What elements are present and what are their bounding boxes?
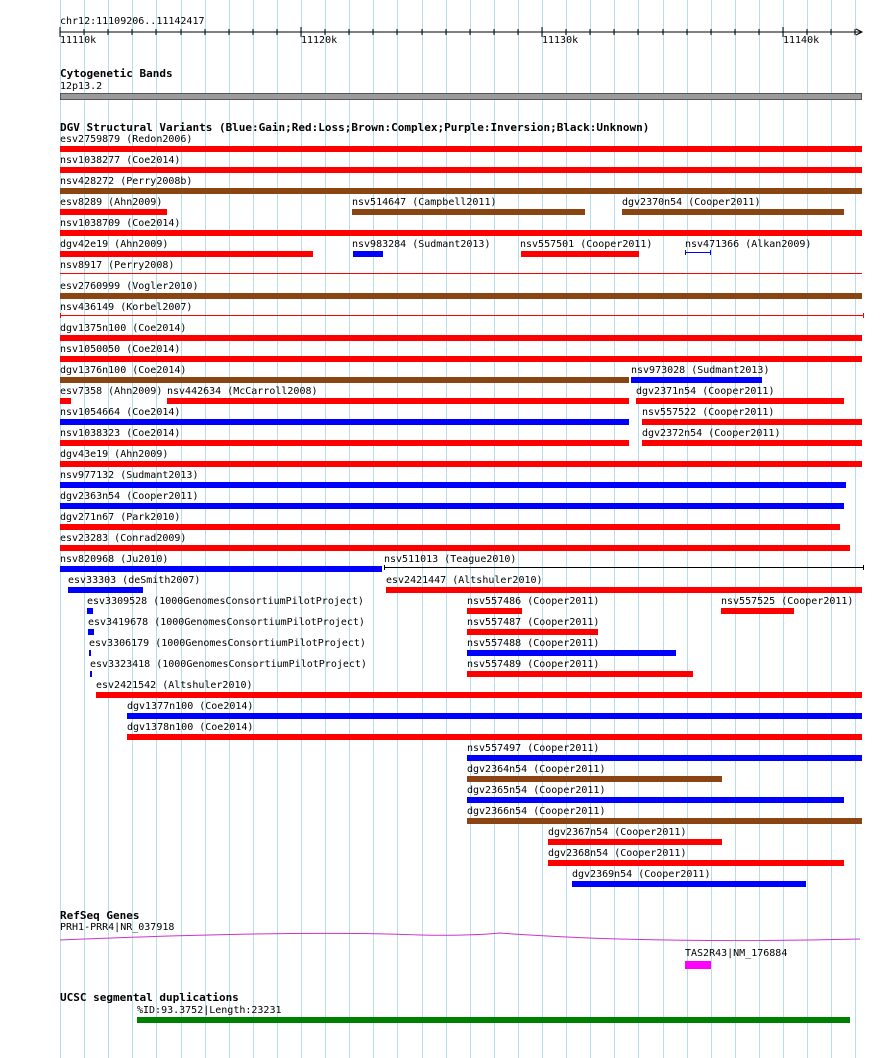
variant-bar-nsv557497[interactable]	[467, 755, 862, 761]
refseq-gene-prh1-prr4[interactable]	[0, 930, 890, 950]
variant-label-dgv1378n100[interactable]: dgv1378n100 (Coe2014)	[127, 722, 254, 733]
variant-label-nsv557501[interactable]: nsv557501 (Cooper2011)	[520, 239, 653, 250]
variant-label-dgv2369n54[interactable]: dgv2369n54 (Cooper2011)	[572, 869, 711, 880]
cytoband-bar[interactable]	[60, 93, 862, 100]
variant-bar-nsv1038323[interactable]	[60, 440, 629, 446]
variant-bar-esv3306179[interactable]	[89, 650, 91, 656]
variant-label-nsv1054664[interactable]: nsv1054664 (Coe2014)	[60, 407, 181, 418]
ruler-region-label: chr12:11109206..11142417	[60, 16, 205, 27]
variant-bar-esv2421542[interactable]	[96, 692, 862, 698]
variant-label-nsv557525[interactable]: nsv557525 (Cooper2011)	[721, 596, 854, 607]
variant-label-nsv1050050[interactable]: nsv1050050 (Coe2014)	[60, 344, 181, 355]
variant-bar-nsv557487[interactable]	[467, 629, 598, 635]
segdup-track-title: UCSC segmental duplications	[60, 991, 239, 1004]
variant-bar-dgv1376n100[interactable]	[60, 377, 629, 383]
variant-label-esv7358[interactable]: esv7358 (Ahn2009)	[60, 386, 163, 397]
variant-label-nsv442634[interactable]: nsv442634 (McCarroll2008)	[167, 386, 318, 397]
segdup-bar[interactable]	[137, 1017, 850, 1023]
variant-bar-nsv557522[interactable]	[642, 419, 862, 425]
refseq-gene-label[interactable]: TAS2R43|NM_176884	[685, 948, 788, 959]
refseq-track-title: RefSeq Genes	[60, 909, 140, 922]
variant-line-nsv511013	[385, 567, 863, 568]
variant-line-nsv471366	[686, 252, 710, 253]
variant-bar-nsv442634[interactable]	[167, 398, 629, 404]
variant-bar-dgv2365n54[interactable]	[467, 797, 844, 803]
variant-bar-dgv1378n100[interactable]	[127, 734, 862, 740]
variant-label-dgv2363n54[interactable]: dgv2363n54 (Cooper2011)	[60, 491, 199, 502]
variant-bar-esv3309528[interactable]	[87, 608, 93, 614]
variant-bar-esv23283[interactable]	[60, 545, 850, 551]
variant-bar-dgv2372n54[interactable]	[642, 440, 862, 446]
variant-label-nsv557497[interactable]: nsv557497 (Cooper2011)	[467, 743, 600, 754]
variant-bar-nsv557501[interactable]	[521, 251, 639, 257]
variant-label-nsv983284[interactable]: nsv983284 (Sudmant2013)	[352, 239, 491, 250]
variant-bar-nsv557488[interactable]	[467, 650, 676, 656]
variant-label-nsv471366[interactable]: nsv471366 (Alkan2009)	[685, 239, 812, 250]
variant-bar-nsv471366[interactable]	[685, 250, 711, 255]
variant-label-nsv1038323[interactable]: nsv1038323 (Coe2014)	[60, 428, 181, 439]
variant-bar-dgv43e19[interactable]	[60, 461, 862, 467]
variant-bar-dgv42e19[interactable]	[60, 251, 313, 257]
variant-label-nsv973028[interactable]: nsv973028 (Sudmant2013)	[631, 365, 770, 376]
variant-label-dgv2368n54[interactable]: dgv2368n54 (Cooper2011)	[548, 848, 687, 859]
refseq-gene-tas2r43[interactable]	[685, 961, 711, 969]
variant-label-dgv2365n54[interactable]: dgv2365n54 (Cooper2011)	[467, 785, 606, 796]
variant-bar-nsv977132[interactable]	[60, 482, 846, 488]
variant-label-dgv43e19[interactable]: dgv43e19 (Ahn2009)	[60, 449, 169, 460]
variant-bar-nsv557486[interactable]	[467, 608, 522, 614]
variant-bar-nsv557525[interactable]	[721, 608, 794, 614]
variant-bar-nsv8917[interactable]	[60, 273, 862, 274]
variant-bar-nsv1038277[interactable]	[60, 167, 862, 173]
variant-label-esv3309528[interactable]: esv3309528 (1000GenomesConsortiumPilotProject)	[87, 596, 364, 607]
variant-label-esv2421542[interactable]: esv2421542 (Altshuler2010)	[96, 680, 253, 691]
variant-bar-esv3419678[interactable]	[88, 629, 94, 635]
variant-label-dgv2372n54[interactable]: dgv2372n54 (Cooper2011)	[642, 428, 781, 439]
variant-label-dgv2371n54[interactable]: dgv2371n54 (Cooper2011)	[636, 386, 775, 397]
ruler	[0, 0, 890, 60]
variant-bar-esv2760999[interactable]	[60, 293, 862, 299]
variant-bar-dgv2368n54[interactable]	[548, 860, 844, 866]
variant-bar-esv3323418[interactable]	[90, 671, 92, 677]
variant-label-esv23283[interactable]: esv23283 (Conrad2009)	[60, 533, 187, 544]
variant-bar-dgv271n67[interactable]	[60, 524, 840, 530]
variant-label-dgv271n67[interactable]: dgv271n67 (Park2010)	[60, 512, 181, 523]
variant-label-nsv557489[interactable]: nsv557489 (Cooper2011)	[467, 659, 600, 670]
variant-label-esv33303[interactable]: esv33303 (deSmith2007)	[68, 575, 201, 586]
ruler-tick-label: 11130k	[542, 35, 579, 46]
variant-bar-esv8289[interactable]	[60, 209, 167, 215]
variant-label-dgv2367n54[interactable]: dgv2367n54 (Cooper2011)	[548, 827, 687, 838]
variant-label-nsv514647[interactable]: nsv514647 (Campbell2011)	[352, 197, 497, 208]
variant-bar-esv2421447[interactable]	[386, 587, 862, 593]
refseq-gene-label[interactable]: PRH1-PRR4|NR_037918	[60, 922, 175, 933]
variant-label-esv2421447[interactable]: esv2421447 (Altshuler2010)	[386, 575, 543, 586]
variant-label-dgv2364n54[interactable]: dgv2364n54 (Cooper2011)	[467, 764, 606, 775]
variant-bar-nsv514647[interactable]	[352, 209, 585, 215]
variant-label-dgv42e19[interactable]: dgv42e19 (Ahn2009)	[60, 239, 169, 250]
segdup-label[interactable]: %ID:93.3752|Length:23231	[137, 1005, 282, 1016]
variant-bar-nsv1054664[interactable]	[60, 419, 629, 425]
variant-bar-dgv2364n54[interactable]	[467, 776, 722, 782]
variant-label-dgv2366n54[interactable]: dgv2366n54 (Cooper2011)	[467, 806, 606, 817]
variant-label-dgv1376n100[interactable]: dgv1376n100 (Coe2014)	[60, 365, 187, 376]
variant-label-nsv557522[interactable]: nsv557522 (Cooper2011)	[642, 407, 775, 418]
variant-bar-nsv428272[interactable]	[60, 188, 862, 194]
variant-bar-nsv436149[interactable]	[60, 313, 864, 318]
variant-bar-dgv2367n54[interactable]	[548, 839, 722, 845]
variant-label-esv3419678[interactable]: esv3419678 (1000GenomesConsortiumPilotProject)	[88, 617, 365, 628]
variant-label-dgv2370n54[interactable]: dgv2370n54 (Cooper2011)	[622, 197, 761, 208]
variant-bar-dgv1377n100[interactable]	[127, 713, 862, 719]
variant-bar-esv2759879[interactable]	[60, 146, 862, 152]
cytoband-label[interactable]: 12p13.2	[60, 81, 103, 92]
variant-bar-dgv2370n54[interactable]	[622, 209, 844, 215]
variant-label-nsv820968[interactable]: nsv820968 (Ju2010)	[60, 554, 169, 565]
variant-label-nsv511013[interactable]: nsv511013 (Teague2010)	[384, 554, 517, 565]
variant-label-nsv1038709[interactable]: nsv1038709 (Coe2014)	[60, 218, 181, 229]
variant-line-nsv436149	[61, 315, 863, 316]
ruler-tick-label: 11110k	[60, 35, 97, 46]
variant-bar-esv33303[interactable]	[68, 587, 143, 593]
variant-bar-nsv1050050[interactable]	[60, 356, 862, 362]
variant-label-dgv1375n100[interactable]: dgv1375n100 (Coe2014)	[60, 323, 187, 334]
variant-label-nsv8917[interactable]: nsv8917 (Perry2008)	[60, 260, 175, 271]
dgv-track-title: DGV Structural Variants (Blue:Gain;Red:Loss;Brown:Complex;Purple:Inversion;Black:Unknown)	[60, 121, 650, 134]
variant-label-nsv557486[interactable]: nsv557486 (Cooper2011)	[467, 596, 600, 607]
variant-bar-dgv2369n54[interactable]	[572, 881, 806, 887]
variant-bar-dgv2366n54[interactable]	[467, 818, 862, 824]
variant-bar-nsv973028[interactable]	[631, 377, 762, 383]
variant-label-nsv428272[interactable]: nsv428272 (Perry2008b)	[60, 176, 193, 187]
variant-label-esv2759879[interactable]: esv2759879 (Redon2006)	[60, 134, 193, 145]
cytoband-track-title: Cytogenetic Bands	[60, 67, 173, 80]
variant-label-nsv557488[interactable]: nsv557488 (Cooper2011)	[467, 638, 600, 649]
variant-bar-dgv1375n100[interactable]	[60, 335, 862, 341]
variant-label-nsv1038277[interactable]: nsv1038277 (Coe2014)	[60, 155, 181, 166]
variant-label-nsv977132[interactable]: nsv977132 (Sudmant2013)	[60, 470, 199, 481]
variant-bar-esv7358[interactable]	[60, 398, 71, 404]
variant-label-dgv1377n100[interactable]: dgv1377n100 (Coe2014)	[127, 701, 254, 712]
variant-label-esv8289[interactable]: esv8289 (Ahn2009)	[60, 197, 163, 208]
variant-label-esv2760999[interactable]: esv2760999 (Vogler2010)	[60, 281, 199, 292]
ruler-tick-label: 11140k	[783, 35, 820, 46]
grid-line	[855, 0, 856, 1058]
variant-bar-dgv2371n54[interactable]	[636, 398, 844, 404]
variant-label-nsv436149[interactable]: nsv436149 (Korbel2007)	[60, 302, 193, 313]
variant-bar-nsv983284[interactable]	[353, 251, 383, 257]
variant-bar-dgv2363n54[interactable]	[60, 503, 844, 509]
variant-label-esv3306179[interactable]: esv3306179 (1000GenomesConsortiumPilotProject)	[89, 638, 366, 649]
variant-label-esv3323418[interactable]: esv3323418 (1000GenomesConsortiumPilotProject)	[90, 659, 367, 670]
variant-label-nsv557487[interactable]: nsv557487 (Cooper2011)	[467, 617, 600, 628]
variant-bar-nsv1038709[interactable]	[60, 230, 862, 236]
ruler-tick-label: 11120k	[301, 35, 338, 46]
variant-bar-nsv820968[interactable]	[60, 566, 382, 572]
variant-bar-nsv511013[interactable]	[384, 565, 864, 570]
variant-bar-nsv557489[interactable]	[467, 671, 693, 677]
